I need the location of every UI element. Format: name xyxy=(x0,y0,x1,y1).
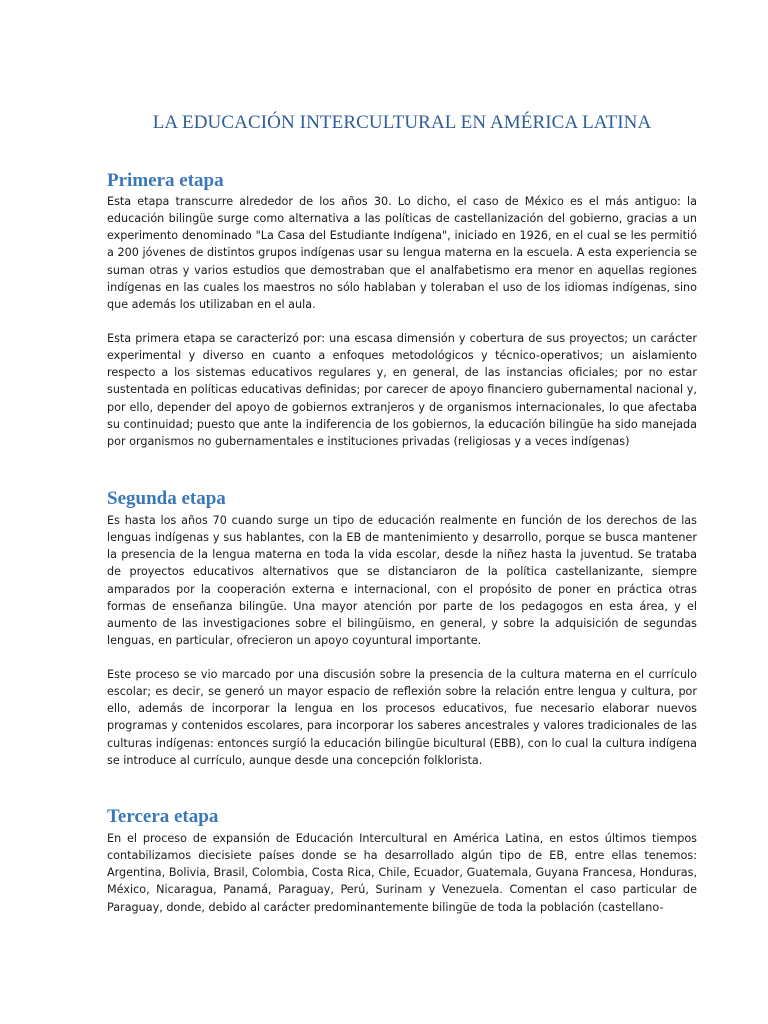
paragraph-tercera-1: En el proceso de expansión de Educación Intercultural en América Latina, en estos últimos tiempos contabilizamos diecisiete países donde se ha desarrollado algún tipo de EB, entre ellas tenemos: Argentina, Bolivia, Brasil, Colombia, Costa Rica, Chile, Ecuador, Guatemala, Guyana Francesa, Honduras, México, Nicaragua, Panamá, Paraguay, Perú, Surinam y Venezuela. Comentan el caso particular de Paraguay, donde, debido al carácter predominantemente bilingüe de toda la población (castellano- xyxy=(107,832,697,914)
paragraph-primera-1: Esta etapa transcurre alrededor de los años 30. Lo dicho, el caso de México es el más antiguo: la educación bilingüe surge como alternativa a las políticas de castellanización del gobierno, gracias a un experimento denominado "La Casa del Estudiante Indígena", iniciado en 1926, en el cual se les permitió a 200 jóvenes de distintos grupos indígenas usar su lengua materna en la escuela. A esta experiencia se suman otras y varios estudios que demostraban que el analfabetismo era menor en aquellas regiones indígenas en las cuales los maestros no sólo hablaban y toleraban el uso de los idiomas indígenas, sino que además los utilizaban en el aula. xyxy=(107,195,697,311)
paragraph-segunda-2: Este proceso se vio marcado por una discusión sobre la presencia de la cultura materna en el currículo escolar; es decir, se generó un mayor espacio de reflexión sobre la relación entre lengua y cultura, por ello, además de incorporar la lengua en los procesos educativos, fue necesario elaborar nuevos programas y contenidos escolares, para incorporar los saberes ancestrales y valores tradicionales de las culturas indígenas: entonces surgió la educación bilingüe bicultural (EBB), con lo cual la cultura indígena se introduce al currículo, aunque desde una concepción folklorista. xyxy=(107,668,697,767)
section-heading-segunda: Segunda etapa xyxy=(107,488,226,509)
paragraph-segunda-1: Es hasta los años 70 cuando surge un tipo de educación realmente en función de los derechos de las lenguas indígenas y sus hablantes, con la EB de mantenimiento y desarrollo, porque se busca mantener la presencia de la lengua materna en toda la vida escolar, desde la niñez hasta la juventud. Se trataba de proyectos educativos alternativos que se distanciaron de la política castellanizante, siempre amparados por la cooperación externa e internacional, con el propósito de poner en práctica otras formas de enseñanza bilingüe. Una mayor atención por parte de los pedagogos en esta área, y el aumento de las investigaciones sobre el bilingüismo, en general, y sobre la adquisición de segundas lenguas, en particular, ofrecieron un apoyo coyuntural importante. xyxy=(107,514,697,648)
section-heading-tercera: Tercera etapa xyxy=(107,806,219,827)
section-heading-primera: Primera etapa xyxy=(107,170,224,191)
paragraph-primera-2: Esta primera etapa se caracterizó por: una escasa dimensión y cobertura de sus proyectos; un carácter experimental y diverso en cuanto a enfoques metodológicos y técnico-operativos; un aislamiento respecto a los sistemas educativos regulares y, en general, de las instancias oficiales; por no estar sustentada en políticas educativas definidas; por carecer de apoyo financiero gubernamental nacional y, por ello, depender del apoyo de gobiernos extranjeros y de organismos internacionales, lo que afectaba su continuidad; puesto que ante la indiferencia de los gobiernos, la educación bilingüe ha sido manejada por organismos no gubernamentales e instituciones privadas (religiosas y a veces indígenas) xyxy=(107,332,697,448)
document-title: LA EDUCACIÓN INTERCULTURAL EN AMÉRICA LATINA xyxy=(152,112,652,133)
